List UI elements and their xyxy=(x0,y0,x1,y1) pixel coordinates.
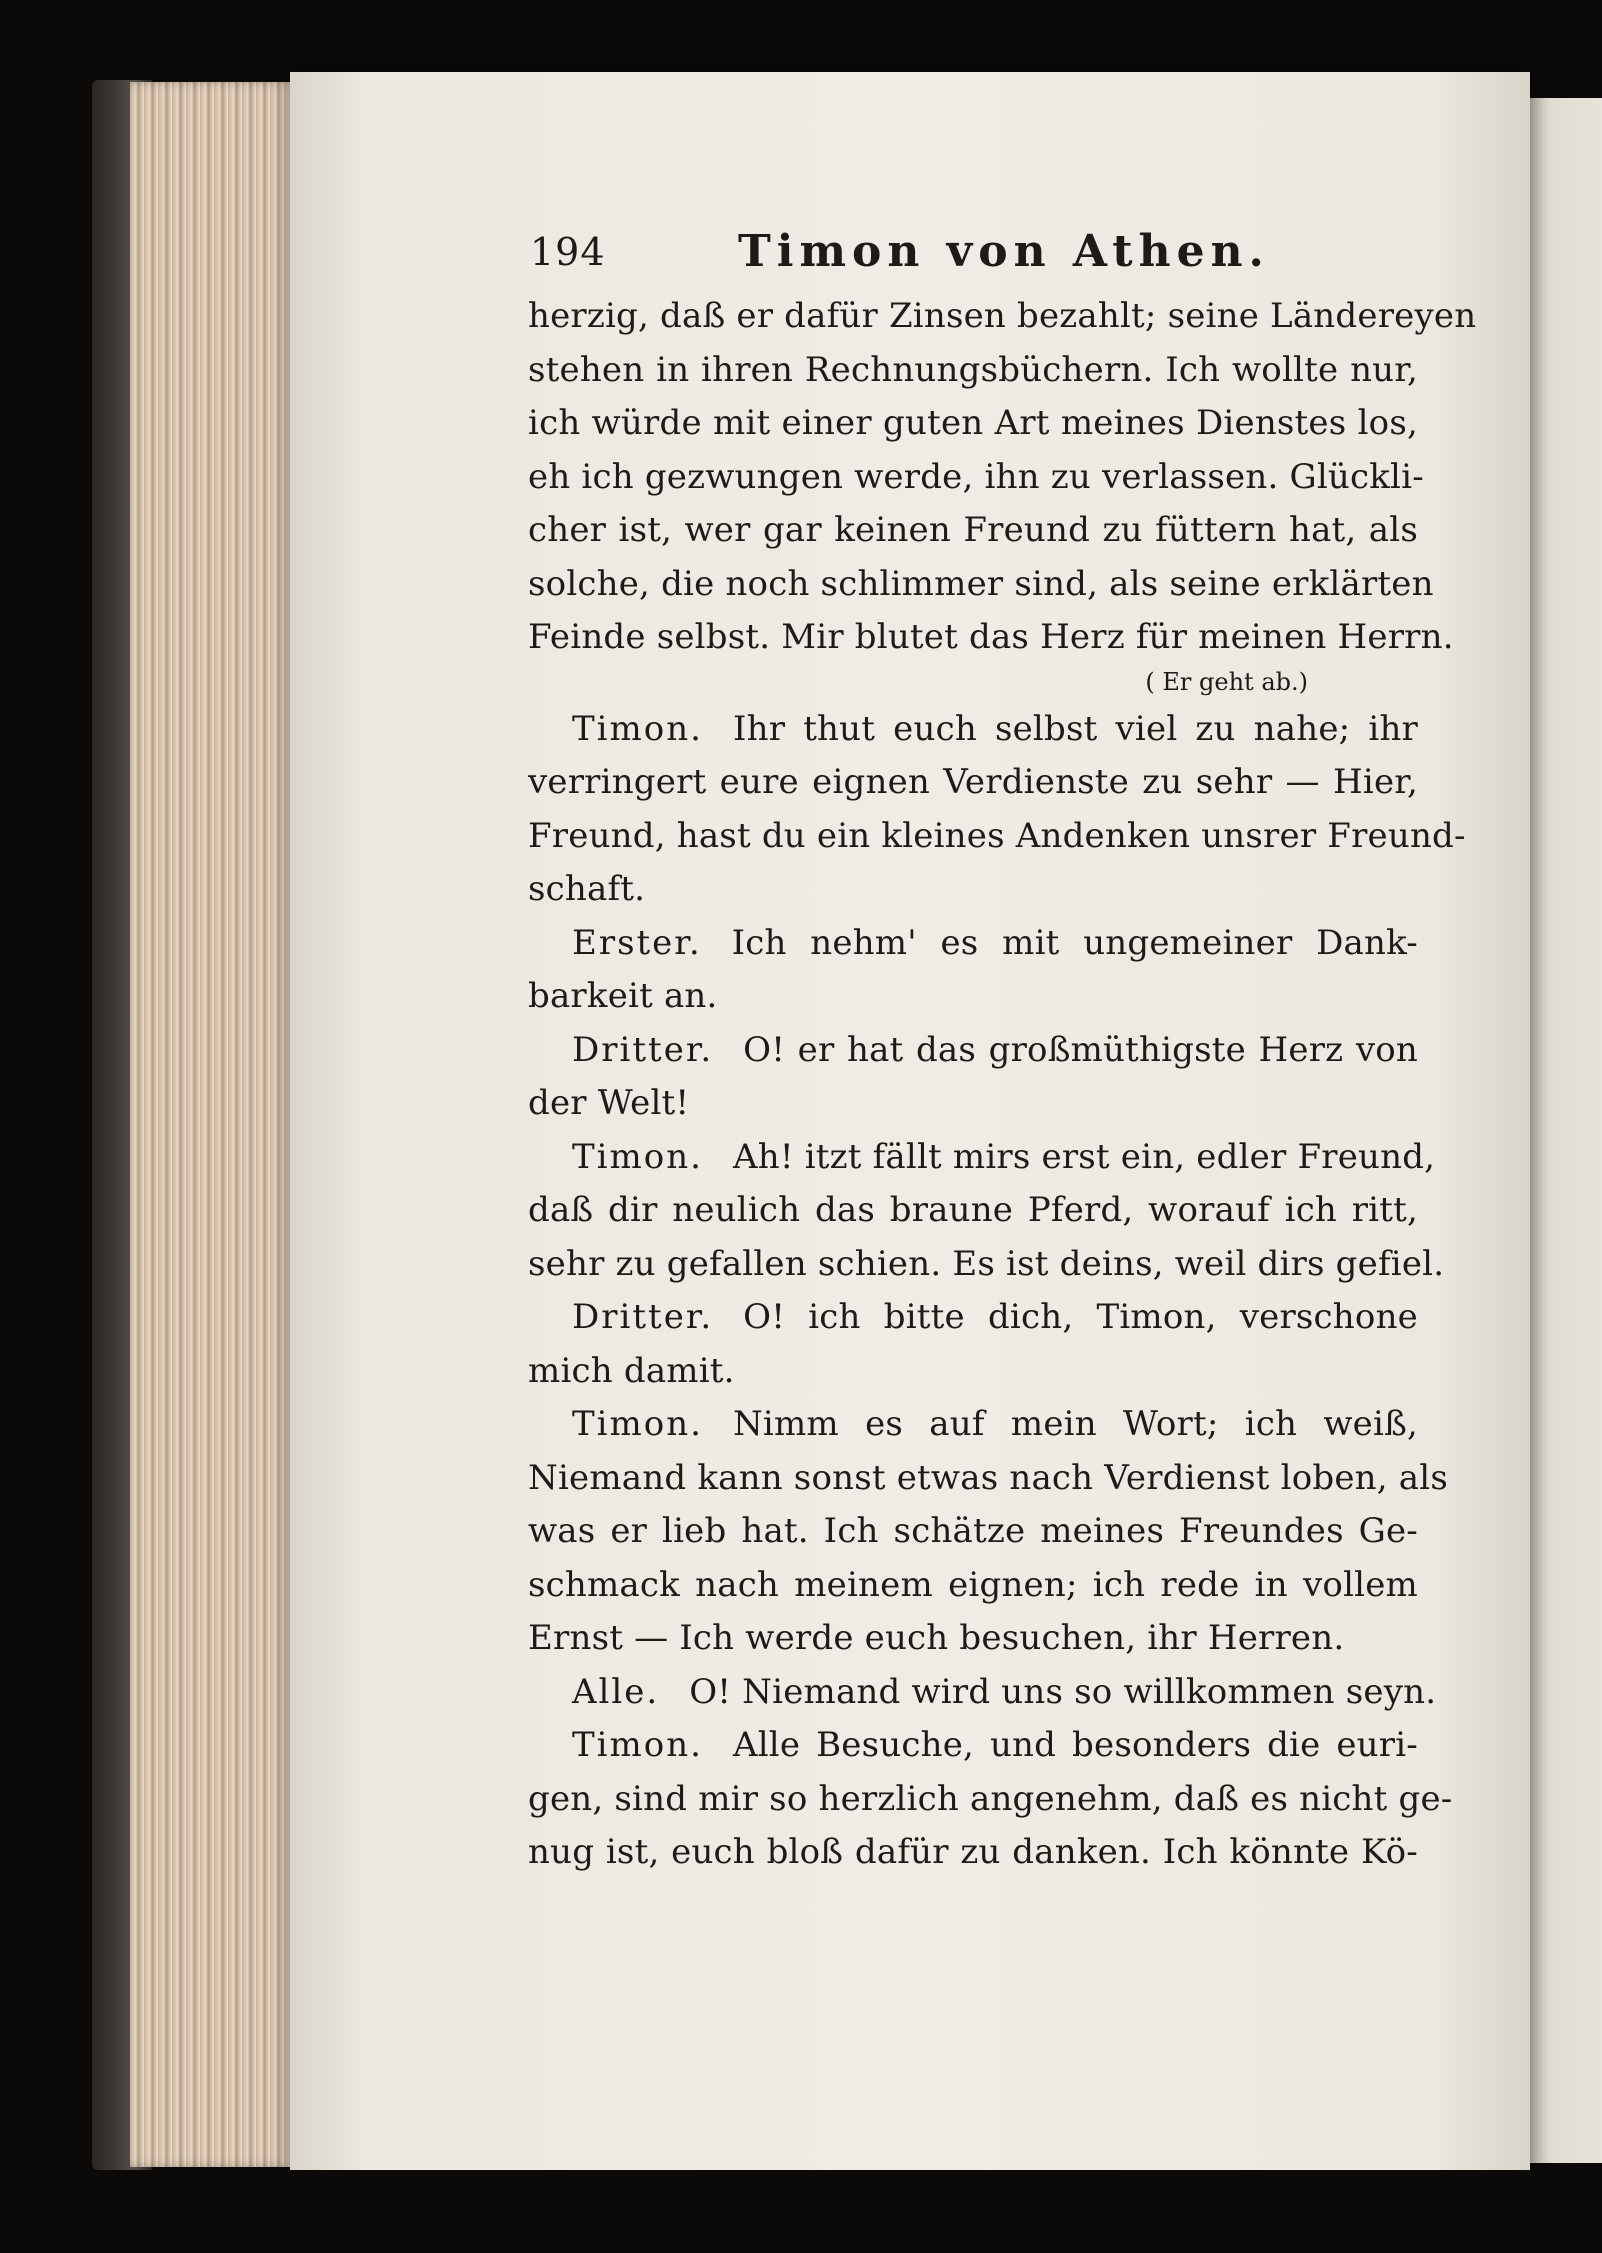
text-line: Ernst — Ich werde euch besuchen, ihr Herren. xyxy=(528,1618,1345,1658)
background-shadow xyxy=(0,2170,1602,2253)
speaker-name: Timon. xyxy=(572,708,703,749)
page-text xyxy=(528,222,1477,1880)
speech-line xyxy=(528,1719,1418,1773)
text-line: barkeit an. xyxy=(528,976,718,1016)
text-line: der Welt! xyxy=(528,1083,690,1123)
text-line: ich würde mit einer guten Art meines Dienstes los, xyxy=(528,403,1418,443)
speaker-name: Alle. xyxy=(572,1671,660,1712)
page-edges xyxy=(130,82,305,2167)
speech-line xyxy=(528,1131,1436,1185)
running-title: Timon von Athen. xyxy=(738,226,1270,277)
speaker-name: Timon. xyxy=(572,1725,703,1765)
text-line: eh ich gezwungen werde, ihn zu verlassen. Glückli- xyxy=(528,456,1424,497)
text-line: Feinde selbst. Mir blutet das Herz für meinen Herrn. xyxy=(528,617,1454,657)
speech-line xyxy=(528,1024,1418,1078)
text-line: Freund, hast du ein kleines Andenken unsrer Freund- xyxy=(528,815,1466,856)
text-line: was er lieb hat. Ich schätze meines Freundes Ge- xyxy=(528,1511,1418,1551)
speech-text: O! Niemand wird uns so willkommen seyn. xyxy=(689,1671,1437,1712)
text-line: stehen in ihren Rechnungsbüchern. Ich wollte nur, xyxy=(528,349,1418,390)
speech-text: O! ich bitte dich, Timon, verschone xyxy=(743,1297,1418,1337)
speech-line xyxy=(528,1666,1437,1720)
speech-line xyxy=(528,1398,1418,1452)
text-line: herzig, daß er dafür Zinsen bezahlt; seine Ländereyen xyxy=(528,296,1477,336)
page-number: 194 xyxy=(530,230,606,274)
stage-direction: ( Er geht ab.) xyxy=(1145,667,1308,696)
text-line: sehr zu gefallen schien. Es ist deins, weil dirs gefiel. xyxy=(528,1243,1445,1284)
speaker-name: Timon. xyxy=(572,1404,703,1444)
text-line: solche, die noch schlimmer sind, als seine erklärten xyxy=(528,563,1434,604)
speaker-name: Dritter. xyxy=(572,1297,714,1337)
speech-text: Ich nehm' es mit ungemeiner Dank- xyxy=(731,922,1418,963)
speaker-name: Dritter. xyxy=(572,1029,714,1070)
text-line: cher ist, wer gar keinen Freund zu füttern hat, als xyxy=(528,510,1418,550)
text-line: daß dir neulich das braune Pferd, worauf ich ritt, xyxy=(528,1190,1418,1230)
text-line: schmack nach meinem eignen; ich rede in vollem xyxy=(528,1564,1418,1605)
speech-line xyxy=(528,703,1418,757)
speaker-name: Timon. xyxy=(572,1136,703,1177)
facing-page-edge xyxy=(1528,98,1602,2163)
speech-line xyxy=(528,917,1418,971)
speech-text: Ihr thut euch selbst viel zu nahe; ihr xyxy=(732,708,1418,749)
text-line: mich damit. xyxy=(528,1350,735,1391)
text-line: nug ist, euch bloß dafür zu danken. Ich könnte Kö- xyxy=(528,1832,1418,1872)
page-header xyxy=(528,222,1418,290)
speech-text: Alle Besuche, und besonders die euri- xyxy=(732,1725,1418,1765)
speaker-name: Erster. xyxy=(572,922,702,963)
text-line: verringert eure eignen Verdienste zu sehr — Hier, xyxy=(528,762,1418,802)
speech-text: O! er hat das großmüthigste Herz von xyxy=(743,1029,1418,1070)
speech-line xyxy=(528,1291,1418,1345)
text-line: Niemand kann sonst etwas nach Verdienst loben, als xyxy=(528,1457,1448,1498)
speech-text: Nimm es auf mein Wort; ich weiß, xyxy=(732,1404,1418,1444)
text-line: schaft. xyxy=(528,869,646,909)
speech-text: Ah! itzt fällt mirs erst ein, edler Freund, xyxy=(732,1136,1436,1177)
text-line: gen, sind mir so herzlich angenehm, daß es nicht ge- xyxy=(528,1778,1453,1819)
